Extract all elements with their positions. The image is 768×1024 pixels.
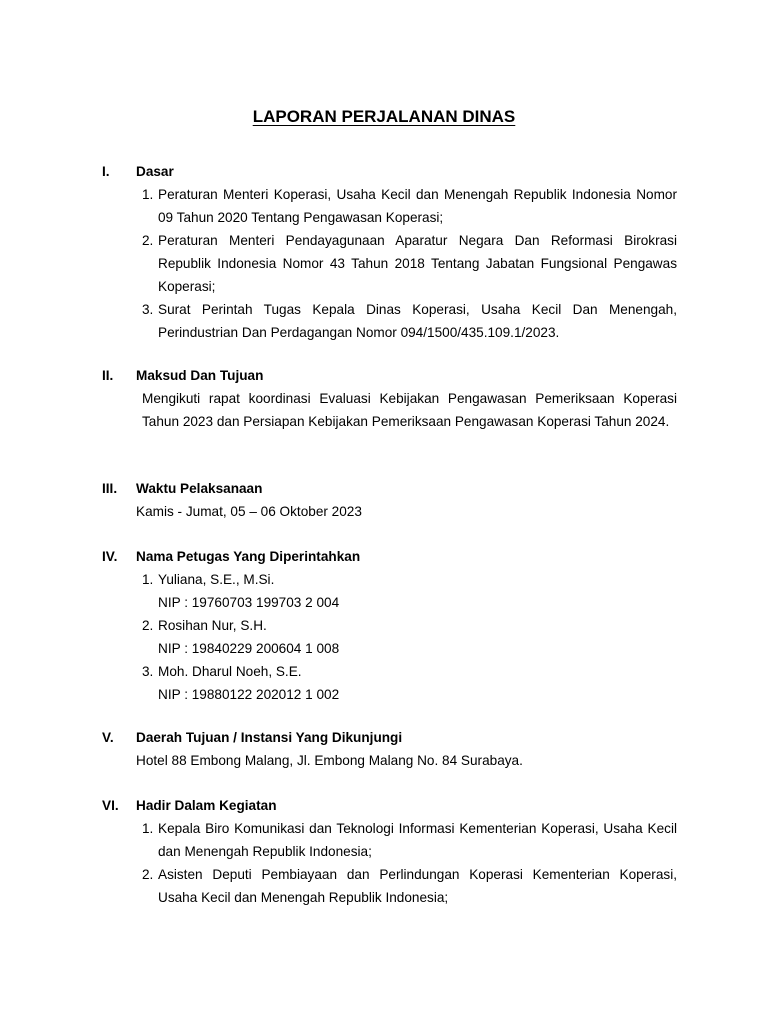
list-item bbox=[0, 229, 677, 298]
section-number: I. bbox=[102, 164, 110, 179]
list-item-number: 2. bbox=[142, 618, 154, 633]
list-item bbox=[0, 183, 677, 229]
section-title: Nama Petugas Yang Diperintahkan bbox=[136, 549, 361, 564]
officer-name: Rosihan Nur, S.H. bbox=[158, 618, 267, 633]
section-text: Kamis - Jumat, 05 – 06 Oktober 2023 bbox=[136, 504, 362, 519]
list-item bbox=[0, 817, 677, 863]
section-number: IV. bbox=[102, 549, 118, 564]
officer-nip: NIP : 19760703 199703 2 004 bbox=[158, 595, 340, 610]
officer-nip: NIP : 19840229 200604 1 008 bbox=[158, 641, 340, 656]
list-item-number: 1. bbox=[142, 187, 154, 202]
section-petugas bbox=[0, 545, 677, 706]
officer-item bbox=[0, 568, 677, 614]
officer-item bbox=[0, 614, 677, 660]
list-item-number: 3. bbox=[142, 302, 154, 317]
section-number: V. bbox=[102, 730, 114, 745]
section-number: II. bbox=[102, 368, 114, 383]
list-item-number: 2. bbox=[142, 867, 154, 882]
list-item bbox=[0, 298, 677, 344]
section-heading bbox=[0, 794, 677, 817]
list-item-number: 1. bbox=[142, 572, 154, 587]
section-heading bbox=[0, 726, 523, 749]
section-title: Waktu Pelaksanaan bbox=[136, 481, 263, 496]
section-maksud-tujuan bbox=[0, 364, 677, 433]
section-title: Maksud Dan Tujuan bbox=[136, 368, 264, 383]
section-number: VI. bbox=[102, 798, 119, 813]
list-item-number: 1. bbox=[142, 821, 154, 836]
section-heading bbox=[0, 477, 362, 500]
section-waktu bbox=[0, 477, 362, 523]
officer-nip: NIP : 19880122 202012 1 002 bbox=[158, 687, 340, 702]
list-item-text: Asisten Deputi Pembiayaan dan Perlindungan Koperasi Kementerian Koperasi, Usaha Kecil dan Menengah Republik Indonesia; bbox=[158, 867, 677, 905]
section-paragraph: Mengikuti rapat koordinasi Evaluasi Kebijakan Pengawasan Pemeriksaan Koperasi Tahun 2023 dan Persiapan Kebijakan Pemeriksaan Pengawasan Koperasi Tahun 2024. bbox=[142, 391, 677, 429]
section-number: III. bbox=[102, 481, 118, 496]
list-item-text: Peraturan Menteri Koperasi, Usaha Kecil dan Menengah Republik Indonesia Nomor 09 Tahun 2020 Tentang Pengawasan Koperasi; bbox=[158, 187, 677, 225]
section-hadir bbox=[0, 794, 677, 909]
section-text: Hotel 88 Embong Malang, Jl. Embong Malang No. 84 Surabaya. bbox=[136, 753, 523, 768]
list-item-number: 3. bbox=[142, 664, 154, 679]
list-item-number: 2. bbox=[142, 233, 154, 248]
document-title: LAPORAN PERJALANAN DINAS bbox=[252, 107, 516, 126]
officer-name: Moh. Dharul Noeh, S.E. bbox=[158, 664, 302, 679]
section-title: Dasar bbox=[136, 164, 174, 179]
list-item-text: Peraturan Menteri Pendayagunaan Aparatur Negara Dan Reformasi Birokrasi Republik Indonesia Nomor 43 Tahun 2018 Tentang Jabatan Fungsional Pengawas Koperasi; bbox=[158, 233, 677, 294]
officer-name: Yuliana, S.E., M.Si. bbox=[158, 572, 275, 587]
section-title: Daerah Tujuan / Instansi Yang Dikunjungi bbox=[136, 730, 403, 745]
section-title: Hadir Dalam Kegiatan bbox=[136, 798, 277, 813]
section-dasar bbox=[0, 160, 677, 344]
list-item-text: Kepala Biro Komunikasi dan Teknologi Informasi Kementerian Koperasi, Usaha Kecil dan Menengah Republik Indonesia; bbox=[158, 821, 677, 859]
list-item-text: Surat Perintah Tugas Kepala Dinas Koperasi, Usaha Kecil Dan Menengah, Perindustrian Dan Perdagangan Nomor 094/1500/435.109.1/2023. bbox=[158, 302, 677, 340]
section-heading bbox=[0, 545, 677, 568]
officer-item bbox=[0, 660, 677, 706]
list-item bbox=[0, 863, 677, 909]
section-heading bbox=[0, 160, 677, 183]
section-daerah-tujuan bbox=[0, 726, 523, 772]
section-heading bbox=[0, 364, 677, 387]
